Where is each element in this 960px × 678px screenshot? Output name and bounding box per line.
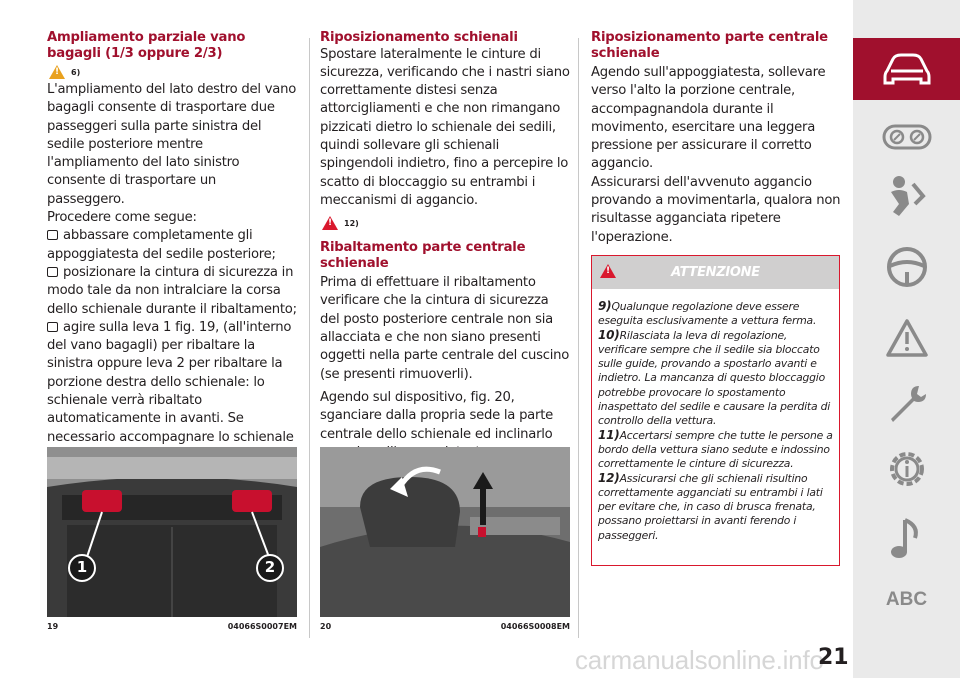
attention-note: 9)Qualunque regolazione deve essere eseguita esclusivamente a vettura ferma.: [598, 299, 817, 328]
wrench-icon: [885, 382, 929, 426]
sidebar-item-car[interactable]: [853, 38, 960, 100]
paragraph: Agendo sull'appoggiatesta, sollevare verso l'alto la porzione centrale, accompagnandola durante il movimento, esercitare una leggera pressione per assicurare il corretto aggancio.: [591, 65, 826, 172]
checkbox-bullet-icon: [47, 230, 58, 240]
warning-triangle-icon: [886, 318, 928, 358]
dashboard-gauges-icon: [882, 122, 932, 152]
section-heading-reposition-center: Riposizionamento parte centrale schienale: [591, 30, 828, 61]
abc-index-label: ABC: [885, 589, 928, 610]
sidebar-item-dashboard[interactable]: [853, 113, 960, 161]
chapter-sidebar: [853, 0, 960, 678]
figure-19-trunk-photo: [47, 447, 297, 617]
page-number: 21: [818, 645, 849, 670]
car-icon: [881, 51, 933, 87]
figure-19-caption: 19 04066S0007EM: [47, 622, 297, 631]
checkbox-bullet-icon: [47, 267, 58, 277]
steering-wheel-icon: [886, 246, 928, 288]
section-heading-partial-expansion: Ampliamento parziale vano bagagli (1/3 oppure 2/3): [47, 30, 246, 61]
checkbox-bullet-icon: [47, 322, 58, 332]
figure-marker-2: 2: [264, 558, 276, 576]
attention-note: 11)Accertarsi sempre che tutte le persone a bordo della vettura siano sedute e indossino correttamente le cinture di sicurezza.: [598, 427, 833, 471]
watermark: carmanualsonline.info: [575, 645, 824, 675]
gear-info-icon: [885, 447, 929, 491]
sidebar-item-technical[interactable]: [853, 445, 960, 493]
figure-20-seat-photo: [320, 447, 570, 617]
attention-note: 12)Assicurarsi che gli schienali risultino correttamente agganciati su entrambi i lati per evitare che, in caso di brusca frenata, possano proiettarsi in avanti ferendo i passeggeri.: [598, 471, 823, 542]
warning-triangle-icon: [49, 65, 65, 79]
attention-notes: [592, 289, 839, 543]
bullet-item: abbassare completamente gli appoggiatesta del sedile posteriore;: [47, 228, 276, 262]
sidebar-item-driving[interactable]: [853, 243, 960, 291]
sidebar-item-maintenance[interactable]: [853, 380, 960, 428]
figure-20-caption: 20 04066S0008EM: [320, 622, 570, 631]
warning-reference: ! 6): [49, 63, 297, 81]
paragraph: Spostare lateralmente le cinture di sicurezza, verificando che i nastri siano correttamente distesi senza attorcigliamenti e che non rimangano pizzicati dietro lo schienale dei sedili, quindi sollevare gli schienali spingendoli indietro, fino a percepire lo scatto di bloccaggio su entrambi i meccanismi di aggancio.: [320, 46, 570, 208]
music-note-icon: [889, 516, 925, 560]
sidebar-item-index[interactable]: [853, 576, 960, 624]
column-divider: [578, 38, 579, 638]
sidebar-item-emergency[interactable]: [853, 314, 960, 362]
sidebar-item-multimedia[interactable]: [853, 514, 960, 562]
bullet-item: agire sulla leva 1 fig. 19, (all'interno del vano bagagli) per ribaltare la sinistra oppure leva 2 per ribaltare la porzione destra dello schienale: lo schienale verrà ribaltato automaticamente in avanti. Se necessario accompagnare lo schienale: [47, 319, 294, 445]
bullet-item: posizionare la cintura di sicurezza in modo tale da non intralciare la corsa dello schienale durante il ribaltamento;: [47, 264, 297, 317]
section-heading-center-fold: Ribaltamento parte centrale schienale: [320, 240, 526, 271]
paragraph: L'ampliamento del lato destro del vano bagagli consente di trasportare due passeggeri sulla parte sinistra del sedile posteriore mentre l'ampliamento del lato sinistro consente di trasportare un passeggero.: [47, 82, 297, 207]
paragraph: Assicurarsi dell'avvenuto aggancio provando a movimentarla, qualora non risultasse agganciata ripetere l'operazione.: [591, 174, 841, 245]
warning-triangle-icon: [322, 216, 338, 230]
seatbelt-person-icon: [885, 174, 929, 218]
paragraph: Agendo sul dispositivo, fig. 20, sganciare dalla propria sede la parte centrale dello schienale ed inclinarlo: [320, 389, 553, 442]
column-left: [47, 30, 297, 465]
paragraph: Procedere come segue:: [47, 210, 197, 226]
attention-box: [591, 255, 840, 566]
warning-triangle-icon: [600, 264, 616, 278]
attention-note: 10)Rilasciata la leva di regolazione, verificare sempre che il sedile sia bloccato sulle guide, provando a spostarlo avanti e indietro. La mancanza di questo bloccaggio potrebbe provocare lo spostamento inaspettato del sedile e causare la perdita di controllo della vettura.: [598, 328, 831, 427]
attention-header: ! ATTENZIONE: [592, 256, 839, 289]
column-middle: [320, 30, 570, 462]
warning-reference: ! 12): [322, 214, 570, 232]
section-heading-reposition: Riposizionamento schienali: [320, 30, 518, 45]
section-body: [47, 81, 297, 465]
column-right: [591, 30, 841, 247]
paragraph: Prima di effettuare il ribaltamento verificare che la cintura di sicurezza del posto posteriore centrale non sia allacciata e che non siano presenti oggetti nella parte centrale del cuscino (se presenti rimuoverli).: [320, 275, 570, 382]
figure-marker-1: 1: [76, 558, 88, 576]
column-divider: [309, 38, 310, 638]
sidebar-item-safety[interactable]: [853, 172, 960, 220]
